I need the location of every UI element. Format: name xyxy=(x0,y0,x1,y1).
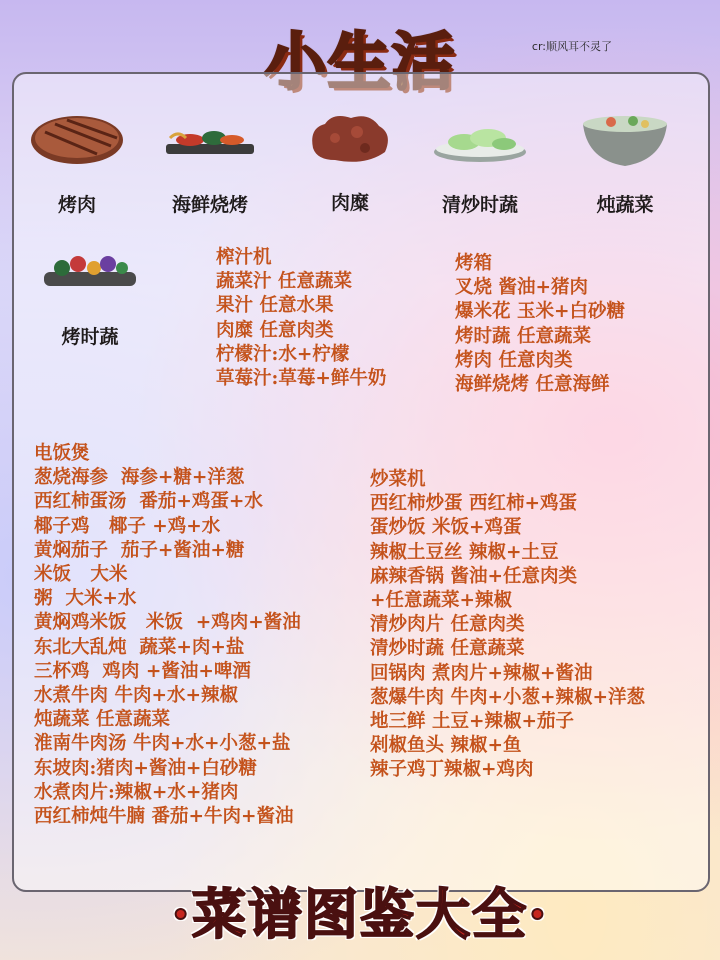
recipe-line: 西红柿蛋汤 番茄+鸡蛋+水 xyxy=(34,491,263,513)
recipe-line: 麻辣香锅 酱油+任意肉类 xyxy=(370,565,577,587)
dish-label: 烤时蔬 xyxy=(61,326,119,348)
recipe-line: 三杯鸡 鸡肉 +酱油+啤酒 xyxy=(34,660,251,682)
recipe-line: 爆米花 玉米+白砂糖 xyxy=(455,301,625,323)
recipe-line: 清炒时蔬 任意蔬菜 xyxy=(370,638,525,660)
recipe-line: 果汁 任意水果 xyxy=(216,295,334,317)
recipe-line: 辣子鸡丁辣椒+鸡肉 xyxy=(370,759,534,781)
recipe-line: 葱爆牛肉 牛肉+小葱+辣椒+洋葱 xyxy=(370,686,645,708)
dish-label: 烤肉 xyxy=(57,194,96,216)
recipe-line: 烤肉 任意肉类 xyxy=(455,349,573,371)
recipe-line: 蛋炒饭 米饭+鸡蛋 xyxy=(370,517,522,539)
recipe-line: 地三鲜 土豆+辣椒+茄子 xyxy=(370,711,574,733)
juicer-section xyxy=(216,246,386,391)
recipe-line: 粥 大米+水 xyxy=(34,588,137,610)
page-title: 小生活 xyxy=(263,25,456,98)
recipe-line: 海鲜烧烤 任意海鲜 xyxy=(455,374,610,396)
section-heading: 电饭煲 xyxy=(34,443,90,464)
section-heading: 炒菜机 xyxy=(370,469,426,490)
dish-minced-meat xyxy=(300,108,400,218)
dish-label: 炖蔬菜 xyxy=(596,194,654,216)
recipe-line: 米饭 大米 xyxy=(34,564,128,586)
oven-section xyxy=(455,252,625,397)
dish-label: 海鲜烧烤 xyxy=(171,194,248,216)
recipe-line: 蔬菜汁 任意蔬菜 xyxy=(216,271,352,293)
rice-cooker-section xyxy=(34,442,301,829)
recipe-line: 烤时蔬 任意蔬菜 xyxy=(455,325,591,347)
grilled-meat-icon xyxy=(27,108,127,168)
footer-title: ·菜谱图鉴大全· xyxy=(171,882,549,946)
recipe-line: 黄焖茄子 茄子+酱油+糖 xyxy=(34,539,245,561)
credit-text: cr:顺风耳不灵了 xyxy=(531,40,612,53)
recipe-line: 西红柿炒蛋 西红柿+鸡蛋 xyxy=(370,493,577,515)
dish-stir-fried-veg xyxy=(420,108,540,218)
dish-label: 清炒时蔬 xyxy=(441,194,518,216)
recipe-line: 水煮肉片:辣椒+水+猪肉 xyxy=(34,781,239,803)
dish-label: 肉糜 xyxy=(330,192,369,214)
section-heading: 榨汁机 xyxy=(216,247,272,268)
dish-grilled-meat xyxy=(22,108,132,218)
recipe-line: 肉糜 任意肉类 xyxy=(216,319,334,341)
section-heading: 烤箱 xyxy=(455,253,493,274)
seafood-bbq-icon xyxy=(160,108,260,168)
recipe-line: 西红柿炖牛腩 番茄+牛肉+酱油 xyxy=(34,806,294,828)
recipe-line: 东北大乱炖 蔬菜+肉+盐 xyxy=(34,636,245,658)
recipe-line: 水煮牛肉 牛肉+水+辣椒 xyxy=(34,685,238,707)
minced-meat-icon xyxy=(305,108,395,168)
stir-fry-section xyxy=(370,468,645,783)
recipe-line: 椰子鸡 椰子 +鸡+水 xyxy=(34,515,221,537)
recipe-line: 剁椒鱼头 辣椒+鱼 xyxy=(370,735,522,757)
recipe-line: 草莓汁:草莓+鲜牛奶 xyxy=(216,368,387,390)
recipe-line: 炖蔬菜 任意蔬菜 xyxy=(34,709,170,731)
recipe-line: 黄焖鸡米饭 米饭 +鸡肉+酱油 xyxy=(34,612,301,634)
dish-roasted-veg xyxy=(30,248,150,358)
roasted-veg-icon xyxy=(40,248,140,294)
recipe-line: 葱烧海参 海参+糖+洋葱 xyxy=(34,467,245,489)
recipe-line: +任意蔬菜+辣椒 xyxy=(370,590,513,612)
recipe-line: 辣椒土豆丝 辣椒+土豆 xyxy=(370,541,559,563)
recipe-line: 清炒肉片 任意肉类 xyxy=(370,614,525,636)
stir-fried-veg-icon xyxy=(430,108,530,168)
dish-seafood-bbq xyxy=(145,108,275,218)
recipe-line: 回锅肉 煮肉片+辣椒+酱油 xyxy=(370,662,593,684)
recipe-line: 淮南牛肉汤 牛肉+水+小葱+盐 xyxy=(34,733,291,755)
recipe-line: 叉烧 酱油+猪肉 xyxy=(455,277,588,299)
recipe-line: 东坡肉:猪肉+酱油+白砂糖 xyxy=(34,757,257,779)
stewed-veg-icon xyxy=(577,108,673,172)
recipe-line: 柠檬汁:水+柠檬 xyxy=(216,343,350,365)
dish-stewed-veg xyxy=(570,108,680,218)
